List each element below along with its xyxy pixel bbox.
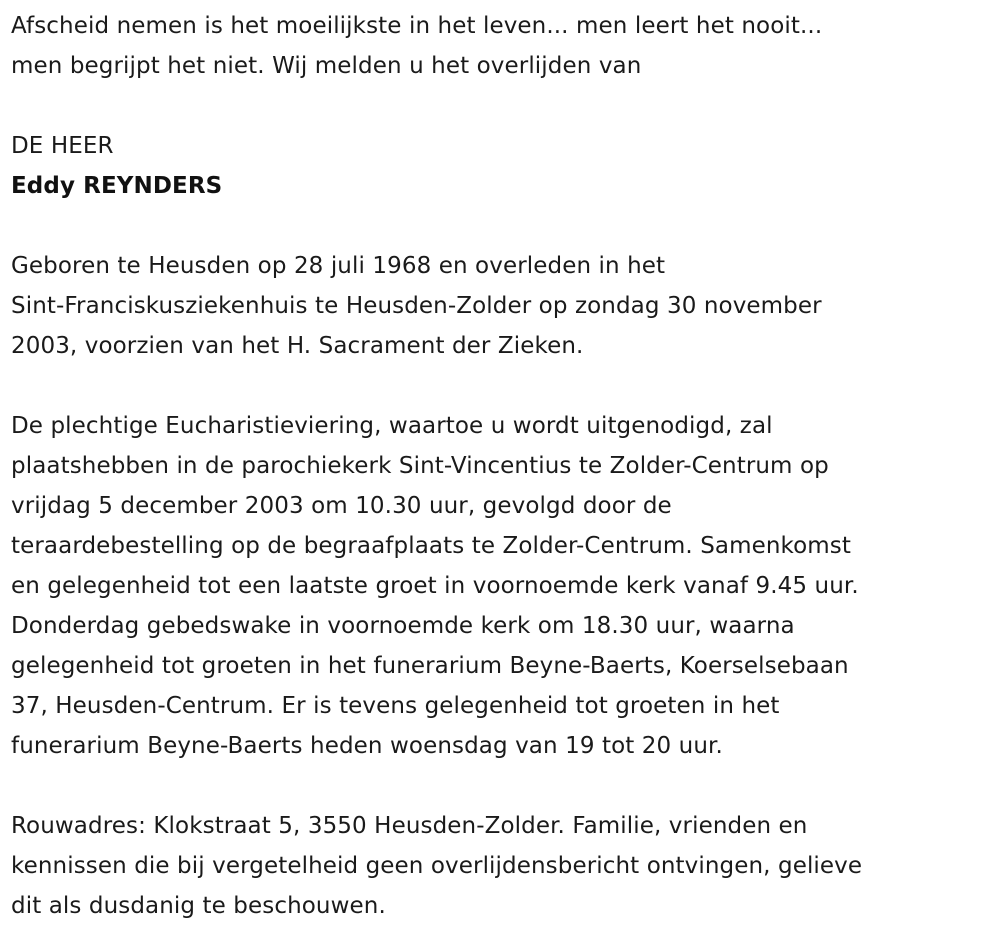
ceremony-line: 37, Heusden-Centrum. Er is tevens gelegenheid tot groeten in het <box>11 693 780 719</box>
intro-line: men begrijpt het niet. Wij melden u het overlijden van <box>11 53 642 79</box>
ceremony-line: teraardebestelling op de begraafplaats te Zolder-Centrum. Samenkomst <box>11 533 851 559</box>
paragraph-gap <box>11 206 996 246</box>
ceremony-line: funerarium Beyne-Baerts heden woensdag van 19 tot 20 uur. <box>11 733 723 759</box>
ceremony-line: vrijdag 5 december 2003 om 10.30 uur, gevolgd door de <box>11 493 672 519</box>
birth-line: Geboren te Heusden op 28 juli 1968 en overleden in het <box>11 253 666 279</box>
ceremony-line: en gelegenheid tot een laatste groet in voornoemde kerk vanaf 9.45 uur. <box>11 573 859 599</box>
ceremony-line: Donderdag gebedswake in voornoemde kerk om 18.30 uur, waarna <box>11 613 795 639</box>
paragraph-gap <box>11 766 996 806</box>
deceased-name: Eddy REYNDERS <box>11 173 223 199</box>
obituary-notice <box>11 6 996 926</box>
honorific-title: DE HEER <box>11 133 114 159</box>
ceremony-line: De plechtige Eucharistieviering, waartoe u wordt uitgenodigd, zal <box>11 413 773 439</box>
birth-line: 2003, voorzien van het H. Sacrament der Zieken. <box>11 333 584 359</box>
paragraph-gap <box>11 86 996 126</box>
address-line: dit als dusdanig te beschouwen. <box>11 893 386 919</box>
paragraph-gap <box>11 366 996 406</box>
ceremony-line: plaatshebben in de parochiekerk Sint-Vincentius te Zolder-Centrum op <box>11 453 829 479</box>
birth-line: Sint-Franciskusziekenhuis te Heusden-Zolder op zondag 30 november <box>11 293 822 319</box>
address-line: kennissen die bij vergetelheid geen overlijdensbericht ontvingen, gelieve <box>11 853 863 879</box>
address-line: Rouwadres: Klokstraat 5, 3550 Heusden-Zolder. Familie, vrienden en <box>11 813 808 839</box>
intro-line: Afscheid nemen is het moeilijkste in het leven... men leert het nooit... <box>11 13 823 39</box>
ceremony-line: gelegenheid tot groeten in het funerarium Beyne-Baerts, Koerselsebaan <box>11 653 849 679</box>
